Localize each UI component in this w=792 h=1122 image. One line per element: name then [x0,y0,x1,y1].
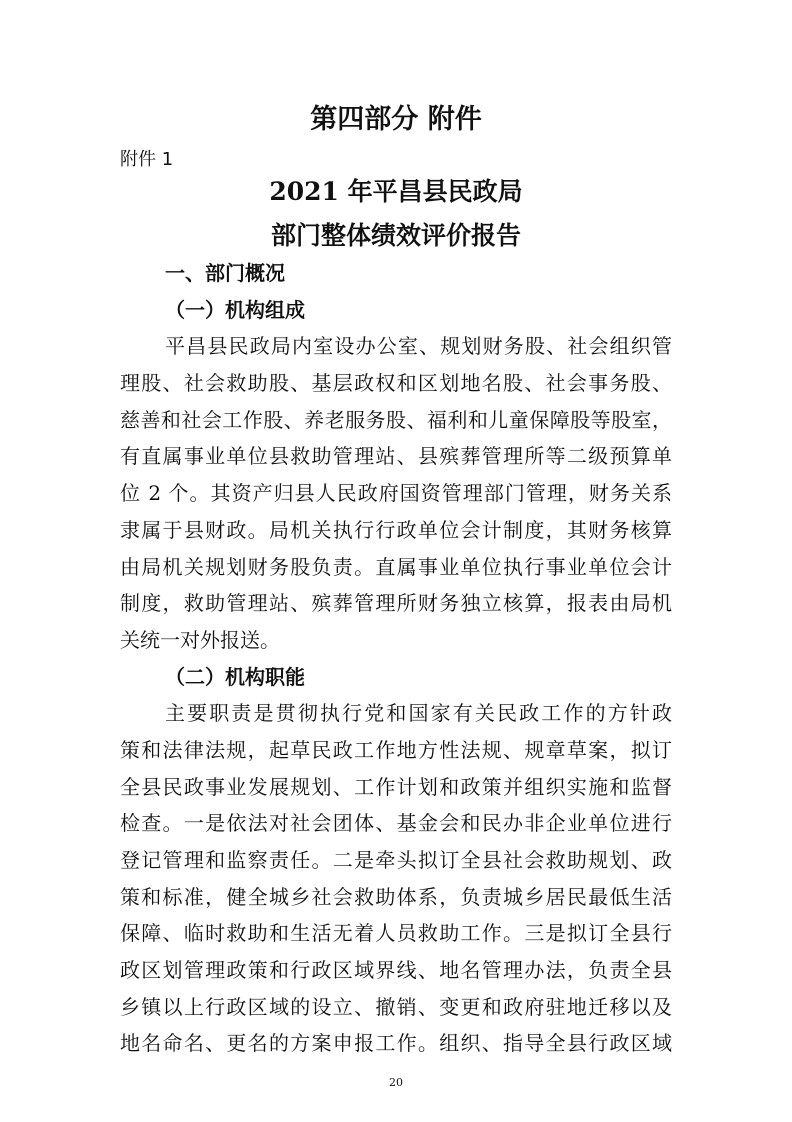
subsection-heading-organization: （一）机构组成 [165,297,305,322]
paragraph-line: 检查。一是依法对社会团体、基金会和民办非企业单位进行 [120,811,672,836]
paragraph-line: 慈善和社会工作股、养老服务股、福利和儿童保障股等股室， [120,407,672,432]
paragraph-line: 策和法律法规，起草民政工作地方性法规、规章草案，拟订 [120,737,672,762]
paragraph-line: 登记管理和监察责任。二是牵头拟订全县社会救助规划、政 [120,848,672,872]
section-heading: 一、部门概况 [165,261,285,285]
document-body [120,255,672,1062]
paragraph-line: 保障、临时救助和生活无着人员救助工作。三是拟订全县行 [120,921,672,946]
paragraph-line: 关统一对外报送。 [120,627,280,652]
paragraph-line: 有直属事业单位县救助管理站、县殡葬管理所等二级预算单 [120,444,672,469]
paragraph-line: 平昌县民政局内室设办公室、规划财务股、社会组织管 [165,334,672,359]
paragraph-line: 全县民政事业发展规划、工作计划和政策并组织实施和监督 [120,774,672,799]
paragraph-line: 由局机关规划财务股负责。直属事业单位执行事业单位会计 [120,554,672,579]
paragraph-line: 位 2 个。其资产归县人民政府国资管理部门管理，财务关系 [120,481,672,506]
subsection-heading-functions: （二）机构职能 [165,664,305,689]
paragraph-line: 策和标准，健全城乡社会救助体系，负责城乡居民最低生活 [120,884,672,909]
part-title: 第四部分 附件 [310,104,482,135]
paragraph-line: 乡镇以上行政区域的设立、撤销、变更和政府驻地迁移以及 [120,994,672,1019]
paragraph-line: 政区划管理政策和行政区域界线、地名管理办法，负责全县 [120,958,672,983]
paragraph-line: 地名命名、更名的方案申报工作。组织、指导全县行政区域 [120,1031,672,1056]
page-number: 20 [389,1076,403,1089]
paragraph-line: 理股、社会救助股、基层政权和区划地名股、社会事务股、 [120,371,672,396]
report-title-line-1: 2021 年平昌县民政局 [269,177,523,206]
report-title-line-2: 部门整体绩效评价报告 [270,221,521,250]
paragraph-line: 隶属于县财政。局机关执行行政单位会计制度，其财务核算 [120,517,672,542]
attachment-label: 附件 1 [120,149,174,170]
paragraph-line: 制度，救助管理站、殡葬管理所财务独立核算，报表由局机 [120,591,672,616]
paragraph-line: 主要职责是贯彻执行党和国家有关民政工作的方针政 [165,701,672,726]
